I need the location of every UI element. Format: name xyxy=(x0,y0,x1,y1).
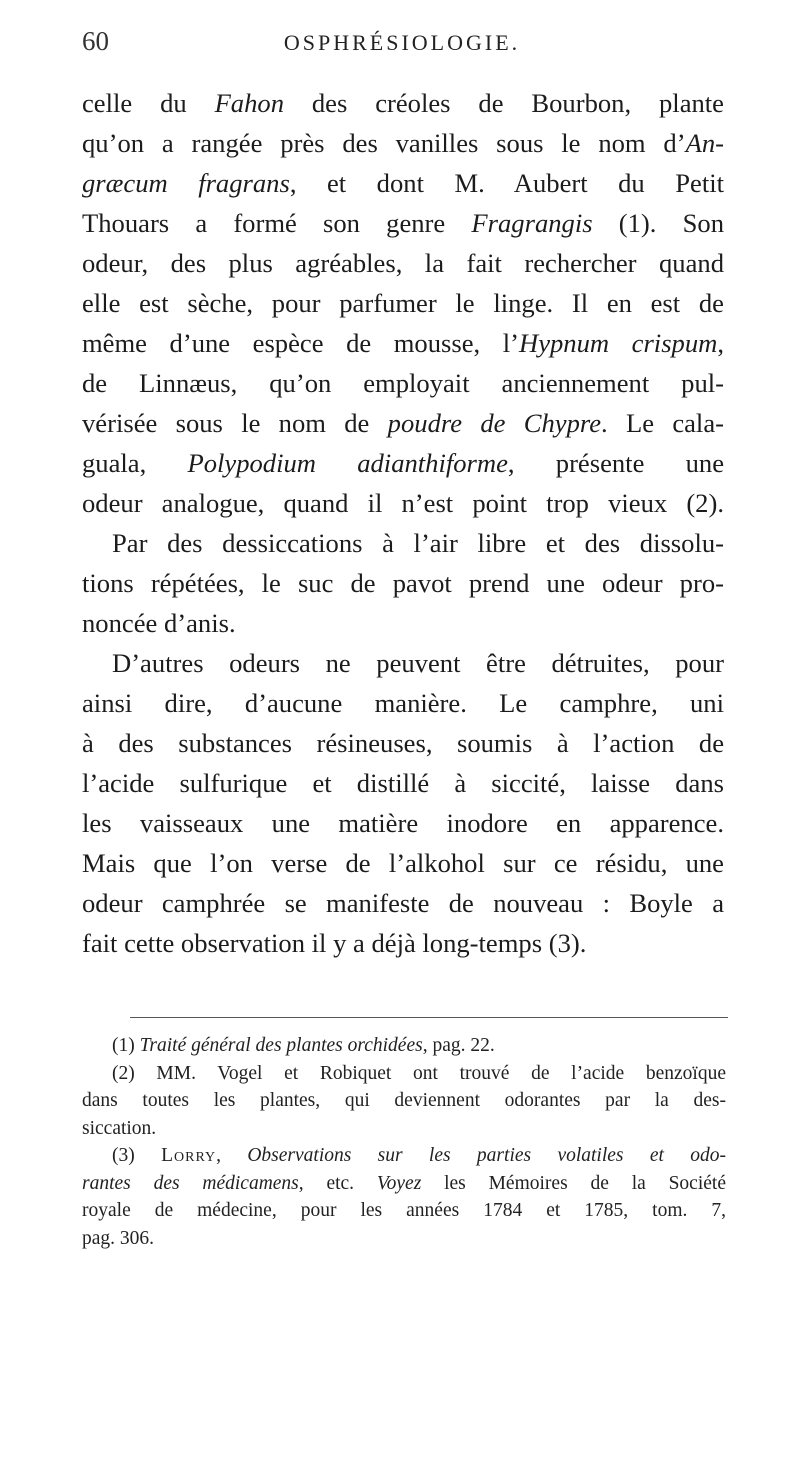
text-line: noncée d’anis. xyxy=(82,608,236,638)
footnote-line: (3) Lorry, Observations sur les parties volatiles et odo- xyxy=(112,1145,726,1166)
footnote-line: rantes des médicamens, etc. Voyez les Mémoires de la Société xyxy=(82,1172,726,1194)
footnotes xyxy=(82,1032,726,1252)
running-head: OSPHRÉSIOLOGIE. xyxy=(283,30,521,55)
footnote-line: siccation. xyxy=(82,1117,157,1139)
text-line: odeur analogue, quand il n’est point trop vieux (2). xyxy=(82,488,724,518)
page-number: 60 xyxy=(82,26,109,56)
text-line: l’acide sulfurique et distillé à siccité, laisse dans xyxy=(82,768,724,798)
text-line: ainsi dire, d’aucune manière. Le camphre, uni xyxy=(82,688,724,718)
footnote-line: royale de médecine, pour les années 1784 et 1785, tom. 7, xyxy=(82,1200,726,1221)
footnote-line: pag. 306. xyxy=(82,1227,155,1249)
footnote-line: dans toutes les plantes, qui deviennent odorantes par la des- xyxy=(82,1090,726,1111)
text-line: odeur, des plus agréables, la fait rechercher quand xyxy=(82,248,724,278)
text-line: à des substances résineuses, soumis à l’action de xyxy=(82,728,724,758)
text-line: Mais que l’on verse de l’alkohol sur ce résidu, une xyxy=(82,848,724,878)
body-text xyxy=(82,83,724,963)
text-line: fait cette observation il y a déjà long-temps (3). xyxy=(82,928,587,958)
text-line: même d’une espèce de mousse, l’Hypnum crispum, xyxy=(82,328,724,358)
text-line: elle est sèche, pour parfumer le linge. Il en est de xyxy=(82,288,724,318)
text-line: de Linnæus, qu’on employait anciennement pul- xyxy=(82,368,724,398)
text-line: celle du Fahon des créoles de Bourbon, plante xyxy=(82,88,724,118)
text-line: vérisée sous le nom de poudre de Chypre. Le cala- xyxy=(82,408,724,438)
text-line: qu’on a rangée près des vanilles sous le nom d’An- xyxy=(82,128,724,158)
page-header xyxy=(82,26,722,66)
text-line: Par des dessiccations à l’air libre et des dissolu- xyxy=(112,528,724,558)
text-line: tions répétées, le suc de pavot prend une odeur pro- xyxy=(82,568,724,598)
text-line: D’autres odeurs ne peuvent être détruites, pour xyxy=(112,648,724,678)
text-line: les vaisseaux une matière inodore en apparence. xyxy=(82,808,724,838)
text-line: odeur camphrée se manifeste de nouveau : Boyle a xyxy=(82,888,724,918)
text-line: Thouars a formé son genre Fragrangis (1). Son xyxy=(82,208,725,238)
text-line: græcum fragrans, et dont M. Aubert du Petit xyxy=(82,168,724,198)
footnote-line: (2) MM. Vogel et Robiquet ont trouvé de l’acide benzoïque xyxy=(112,1062,726,1084)
footnote-rule xyxy=(130,1017,728,1018)
footnote-line: (1) Traité général des plantes orchidées, pag. 22. xyxy=(112,1035,495,1056)
text-line: guala, Polypodium adianthiforme, présente une xyxy=(82,448,724,478)
